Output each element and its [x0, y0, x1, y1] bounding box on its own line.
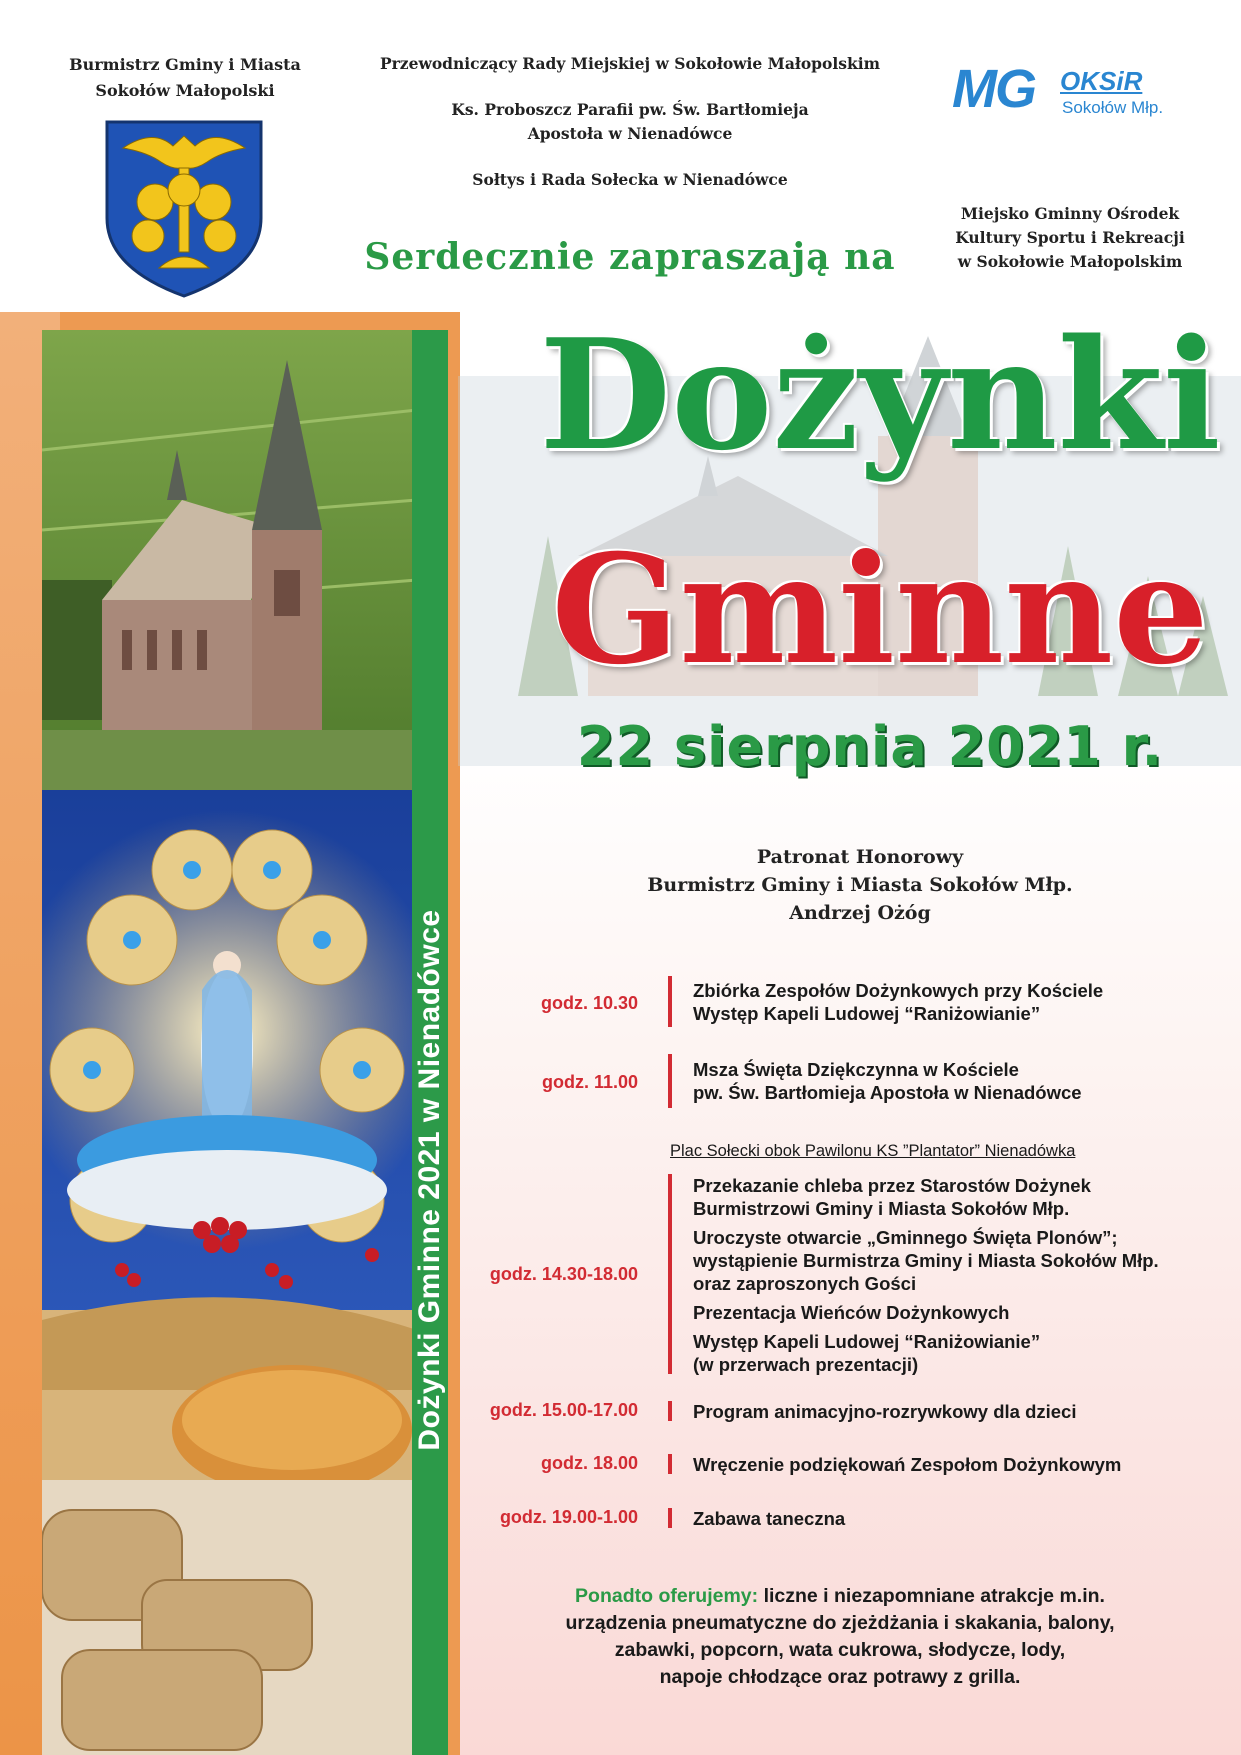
organizer-council: Przewodniczący Rady Miejskiej w Sokołowie Małopolskim — [379, 54, 880, 73]
venue-location: Plac Sołecki obok Pawilonu KS ”Plantator” Nienadówka — [670, 1142, 1076, 1160]
extra-line: zabawki, popcorn, wata cukrowa, słodycze, lody, — [614, 1639, 1066, 1661]
logo-oksir: OKSiR — [1060, 66, 1143, 96]
extra-attractions — [480, 1583, 1200, 1691]
mgoksir-line: Kultury Sportu i Rekreacji — [955, 228, 1185, 247]
organizer-parish-line: Apostoła w Nienadówce — [527, 124, 733, 143]
schedule-divider — [668, 1054, 672, 1108]
patron-line: Andrzej Ożóg — [789, 902, 931, 924]
schedule-desc — [693, 979, 1233, 1025]
header-mayor-line: Burmistrz Gminy i Miasta — [69, 55, 301, 74]
schedule-time: godz. 18.00 — [540, 1453, 638, 1473]
header-mgoksir — [930, 58, 1210, 274]
church-harvest-photo — [42, 330, 417, 1755]
schedule-desc-line: Msza Święta Dziękczynna w Kościele — [693, 1059, 1019, 1080]
coat-of-arms-icon — [103, 118, 265, 300]
schedule-divider — [668, 976, 672, 1027]
extra-line: napoje chłodzące oraz potrawy z grilla. — [659, 1666, 1021, 1688]
extra-line: liczne i niezapomniane atrakcje m.in. — [763, 1585, 1105, 1607]
schedule-desc — [693, 1058, 1233, 1104]
schedule-desc: Zabawa taneczna — [693, 1508, 846, 1529]
mgoksir-logo — [930, 58, 1210, 128]
schedule-desc: Program animacyjno-rozrywkowy dla dzieci — [693, 1401, 1077, 1422]
schedule-time: godz. 10.30 — [540, 993, 638, 1013]
schedule-time: godz. 11.00 — [541, 1072, 638, 1092]
schedule-desc-line: Występ Kapeli Ludowej “Raniżowianie” — [693, 1331, 1041, 1352]
header-mayor — [60, 52, 310, 104]
schedule-desc-line: wystąpienie Burmistrza Gminy i Miasta Sokołów Młp. — [693, 1250, 1159, 1271]
schedule-desc-line: (w przerwach prezentacji) — [693, 1354, 919, 1375]
mgoksir-name — [930, 202, 1210, 274]
title-gminne: Gminne — [551, 522, 1209, 698]
schedule-desc-line: Występ Kapeli Ludowej “Raniżowianie” — [693, 1003, 1041, 1024]
schedule-desc — [693, 1174, 1233, 1376]
honorary-patronage — [560, 843, 1160, 927]
header-organizers — [360, 52, 900, 192]
extra-highlight: Ponadto oferujemy: — [575, 1585, 759, 1607]
event-date: 22 sierpnia 2021 r. — [576, 715, 1164, 778]
mgoksir-line: w Sokołowie Małopolskim — [957, 252, 1183, 271]
schedule-divider — [668, 1454, 672, 1474]
logo-sub: Sokołów Młp. — [1062, 98, 1164, 117]
schedule-desc-line: Uroczyste otwarcie „Gminnego Święta Plonów”; — [693, 1227, 1118, 1248]
mgoksir-line: Miejsko Gminny Ośrodek — [960, 204, 1180, 223]
organizer-village: Sołtys i Rada Sołecka w Nienadówce — [472, 170, 788, 189]
schedule-desc-line: pw. Św. Bartłomieja Apostoła w Nienadówce — [693, 1082, 1082, 1103]
schedule-desc-line: Zbiórka Zespołów Dożynkowych przy Kościele — [693, 980, 1104, 1001]
schedule-time: godz. 15.00-17.00 — [489, 1400, 638, 1420]
schedule-time: godz. 14.30-18.00 — [489, 1264, 638, 1284]
patron-line: Patronat Honorowy — [756, 846, 964, 868]
schedule-desc: Wręczenie podziękowań Zespołom Dożynkowym — [693, 1454, 1122, 1475]
schedule-divider — [668, 1508, 672, 1528]
invite-heading: Serdecznie zapraszają na — [364, 236, 896, 278]
schedule-desc-line: Burmistrzowi Gminy i Miasta Sokołów Młp. — [693, 1198, 1070, 1219]
schedule-desc-line: oraz zaproszonych Gości — [693, 1273, 917, 1294]
vertical-banner-text: Dożynki Gminne 2021 w Nienadówce — [413, 909, 446, 1451]
organizer-parish-line: Ks. Proboszcz Parafii pw. Św. Bartłomieja — [451, 100, 809, 119]
schedule-desc-line: Prezentacja Wieńców Dożynkowych — [693, 1302, 1010, 1323]
header-mayor-line: Sokołów Małopolski — [95, 81, 275, 100]
title-dozynki: Dożynki — [539, 305, 1221, 484]
schedule-divider — [668, 1174, 672, 1374]
patron-line: Burmistrz Gminy i Miasta Sokołów Młp. — [647, 874, 1073, 896]
extra-line: urządzenia pneumatyczne do zjeżdżania i skakania, balony, — [565, 1612, 1115, 1634]
logo-mg: MG — [952, 59, 1035, 119]
schedule-divider — [668, 1401, 672, 1421]
schedule-desc-line: Przekazanie chleba przez Starostów Dożynek — [693, 1175, 1091, 1196]
schedule-time: godz. 19.00-1.00 — [499, 1507, 638, 1527]
